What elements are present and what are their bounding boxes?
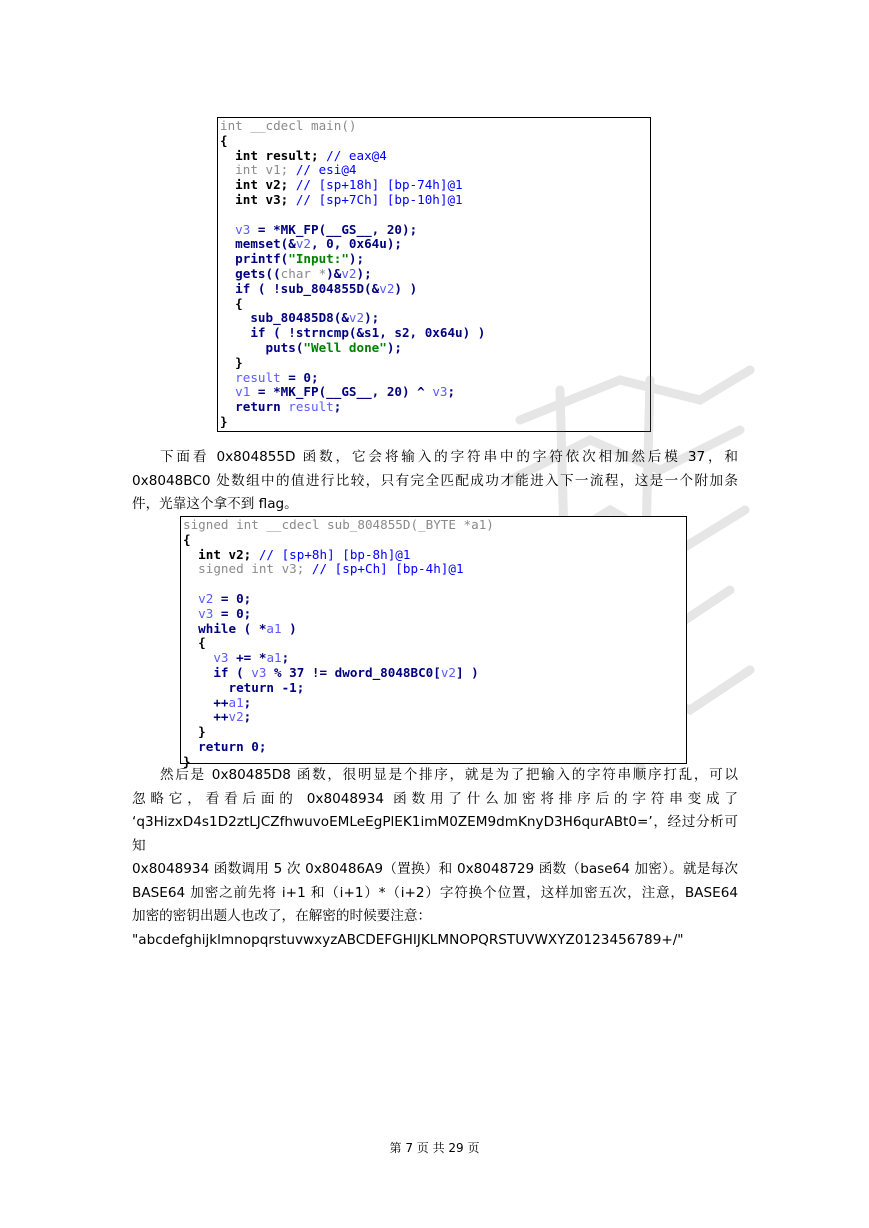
code-line [183, 666, 686, 681]
code-token [183, 606, 198, 621]
code-token: "Well done" [303, 339, 387, 355]
code-token: if ( [183, 664, 252, 680]
code-token: sub_80485D8(& [220, 310, 349, 326]
code-token: v2 [348, 310, 365, 326]
code-line [183, 607, 686, 622]
code-token: int result; [220, 147, 327, 163]
paragraph-line: 0x8048BC0 处数组中的值进行比较，只有完全匹配成功才能进入下一流程，这是一个附加条 [132, 472, 738, 489]
code-token: ) ) [394, 280, 418, 296]
code-line [220, 119, 650, 134]
code-line [220, 237, 650, 252]
code-line [220, 149, 650, 164]
code-token: ; [243, 709, 252, 725]
code-token: } [220, 354, 243, 370]
code-token: int v2; [183, 546, 259, 562]
code-token: ++ [183, 694, 229, 710]
code-token: ; [447, 384, 456, 400]
page-footer: 第 7 页 共 29 页 [389, 1141, 480, 1155]
code-line [183, 518, 686, 533]
code-line [220, 223, 650, 238]
code-token: // [sp+Ch] [bp-4h]@1 [311, 561, 464, 577]
code-token: int v2; [220, 177, 296, 193]
code-token: if ( !sub_804855D(& [220, 280, 380, 296]
code-token: ; [333, 399, 342, 415]
code-token: gets(( [220, 265, 281, 281]
code-token: ); [364, 310, 380, 326]
code-token: v3 [213, 650, 229, 666]
paragraph-line: 0x8048934 函数调用 5 次 0x80486A9（置换）和 0x8048729 函数（base64 加密）。就是每次 [132, 861, 738, 877]
code-token: // [sp+8h] [bp-8h]@1 [258, 546, 411, 562]
paragraph-line: 下面看 0x804855D 函数，它会将输入的字符串中的字符依次相加然后模 37，和 [160, 449, 738, 465]
code-token: puts( [220, 339, 304, 355]
code-token: v2 [228, 709, 244, 725]
code-token: while ( * [183, 620, 267, 636]
code-token: v2 [440, 664, 456, 680]
code-token: memset(& [220, 236, 296, 252]
code-token: a1 [228, 694, 244, 710]
code-token: ); [386, 339, 402, 355]
code-token [183, 591, 198, 606]
code-token: ; [281, 650, 290, 666]
code-line [183, 533, 686, 548]
code-line [183, 725, 686, 740]
code-listing-sub-804855d [181, 517, 686, 770]
paragraph-line: BASE64 加密之前先将 i+1 和（i+1）*（i+2）字符换个位置，这样加密五次，注意，BASE64 [132, 884, 738, 901]
code-token: int __cdecl main() [220, 118, 357, 133]
code-token: v3 [432, 384, 448, 400]
code-token: v2 [198, 590, 214, 606]
code-token: { [183, 635, 206, 651]
code-token: } [220, 413, 228, 429]
code-token: v3 [198, 605, 214, 621]
code-line [183, 636, 686, 651]
code-token: // esi@4 [295, 162, 357, 178]
code-token: v2 [295, 236, 311, 252]
code-token: v2 [341, 265, 357, 281]
paragraph-line: 加密的密钥出题人也改了，在解密的时候要注意： [132, 908, 432, 924]
code-token: { [220, 295, 243, 311]
code-token: return -1; [183, 679, 305, 695]
code-token: = *MK_FP(__GS__, 20); [250, 221, 418, 237]
code-line [183, 577, 686, 592]
code-line [220, 341, 650, 356]
code-token: "Input:" [288, 251, 349, 267]
code-token: , 0, 0x64u); [311, 236, 402, 252]
code-line [183, 710, 686, 725]
code-token: } [183, 724, 206, 740]
code-token [220, 384, 235, 399]
code-token: { [220, 132, 228, 148]
paragraph-line: 件，光靠这个拿不到 flag。 [132, 496, 298, 512]
code-token: ); [356, 265, 372, 281]
code-token: signed int __cdecl sub_804855D(_BYTE *a1) [183, 517, 494, 532]
code-token: += * [228, 650, 267, 666]
code-line [183, 622, 686, 637]
code-line [220, 193, 650, 208]
code-token [220, 370, 235, 385]
code-token: result [235, 369, 281, 385]
code-token: = 0; [280, 369, 319, 385]
code-token: ); [348, 251, 365, 267]
code-line [220, 326, 650, 341]
code-token: v3 [251, 664, 267, 680]
code-line [220, 311, 650, 326]
code-token [220, 222, 235, 237]
code-screenshot-sub-804855d [180, 516, 687, 769]
paragraph-sub-80485d8 [132, 764, 738, 952]
code-token: result [288, 399, 334, 415]
code-token: int v3; [220, 191, 296, 207]
code-token [183, 650, 213, 665]
code-token: a1 [266, 620, 282, 636]
code-line [220, 178, 650, 193]
code-token: // [sp+7Ch] [bp-10h]@1 [295, 191, 463, 207]
code-token: v1 [235, 384, 251, 400]
code-line [183, 592, 686, 607]
code-token: a1 [266, 650, 282, 666]
code-line [183, 696, 686, 711]
code-token: ] ) [455, 664, 479, 680]
code-line [220, 282, 650, 297]
code-token: ++ [183, 709, 229, 725]
code-token: return 0; [183, 738, 267, 754]
code-token: // eax@4 [326, 147, 387, 163]
code-token: ; [243, 694, 252, 710]
code-token: printf( [220, 251, 289, 267]
base64-alphabet: "abcdefghijklmnopqrstuvwxyzABCDEFGHIJKLMNOPQRSTUVWXYZ0123456789+/" [132, 931, 684, 948]
code-token: v3 [235, 221, 251, 237]
code-token: return [220, 399, 289, 415]
code-line [183, 651, 686, 666]
code-line [220, 297, 650, 312]
code-line [220, 134, 650, 149]
code-token: { [183, 531, 191, 547]
code-line [220, 252, 650, 267]
code-token: % 37 != dword_8048BC0[ [266, 664, 441, 680]
code-line [183, 562, 686, 577]
code-token: // [sp+18h] [bp-74h]@1 [295, 177, 463, 193]
paragraph-sub-804855d [132, 446, 738, 517]
paragraph-line: ‘q3HizxD4s1D2ztLJCZfhwuvoEMLeEgPlEK1imM0ZEM9dmKnyD3H6qurABt0=’，经过分析可知 [132, 814, 738, 854]
code-token: = 0; [213, 605, 252, 621]
code-line [183, 740, 686, 755]
code-token: = 0; [213, 590, 252, 606]
code-token: ) [281, 620, 297, 636]
code-line [220, 267, 650, 282]
code-token: v2 [379, 280, 395, 296]
paragraph-line: 忽略它，看看后面的 0x8048934 函数用了什么加密将排序后的字符串变成了 [132, 790, 738, 807]
code-token: int v1; [220, 162, 296, 178]
code-token: } [183, 753, 191, 769]
code-token: signed int v3; [183, 561, 312, 577]
code-token: = *MK_FP(__GS__, 20) ^ [250, 384, 433, 400]
code-line [220, 208, 650, 223]
paragraph-line: 然后是 0x80485D8 函数，很明显是个排序，就是为了把输入的字符串顺序打乱，可以 [160, 767, 738, 783]
code-line [183, 548, 686, 563]
code-token: char * [280, 265, 327, 281]
code-token: )& [326, 265, 342, 281]
code-token: if ( !strncmp(&s1, s2, 0x64u) ) [220, 325, 486, 341]
code-line [183, 681, 686, 696]
code-line [220, 163, 650, 178]
